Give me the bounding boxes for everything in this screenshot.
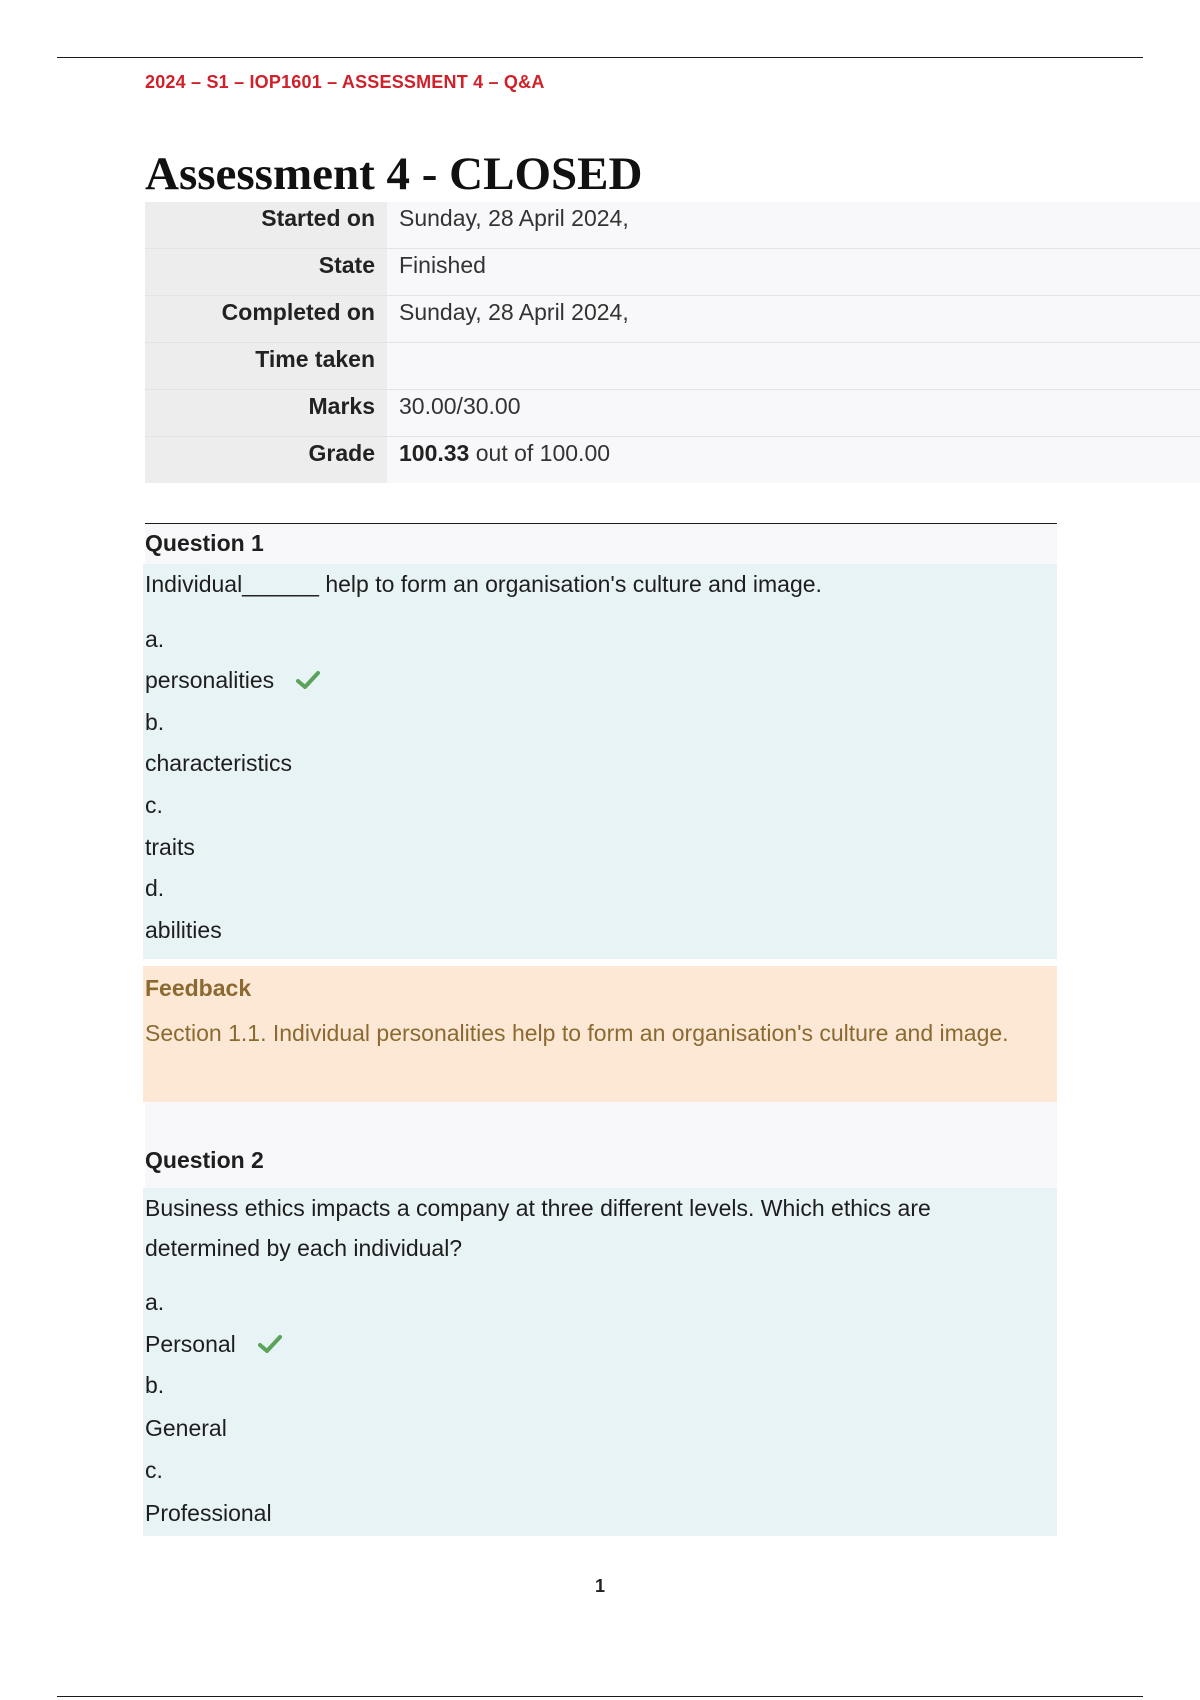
check-icon — [258, 1331, 282, 1361]
summary-label: Marks — [145, 390, 387, 436]
page-number: 1 — [594, 1576, 605, 1596]
option-letter: d. — [145, 875, 165, 901]
option-answer-text: General — [145, 1415, 227, 1441]
summary-value: 30.00/30.00 — [387, 390, 1200, 436]
option-answer-text: Professional — [145, 1500, 272, 1526]
question-1-body — [143, 564, 1057, 959]
option-answer-text: characteristics — [145, 750, 292, 776]
summary-label: Time taken — [145, 343, 387, 389]
question-text: Business ethics impacts a company at three different levels. Which ethics are determined by each individual? — [145, 1195, 931, 1261]
question-heading-text: Question 1 — [145, 530, 264, 556]
option-letter: b. — [145, 1372, 165, 1398]
option-answer — [145, 665, 320, 697]
summary-value — [387, 437, 1200, 483]
page-title: Assessment 4 - CLOSED — [145, 148, 643, 200]
option-letter: a. — [145, 1289, 165, 1315]
top-rule — [57, 57, 1143, 58]
summary-value — [387, 343, 1200, 389]
summary-label: Grade — [145, 437, 387, 483]
question-text: Individual______ help to form an organisation's culture and image. — [145, 571, 822, 597]
summary-row-time-taken — [145, 343, 1200, 390]
summary-label: Started on — [145, 202, 387, 248]
question-2-heading — [145, 1102, 1057, 1188]
option-answer-text: Personal — [145, 1331, 236, 1357]
question-heading-text: Question 2 — [145, 1147, 264, 1173]
summary-row-started-on — [145, 202, 1200, 249]
option-answer-text: traits — [145, 834, 195, 860]
feedback-title: Feedback — [145, 975, 252, 1001]
question-1-heading — [145, 524, 1057, 564]
feedback-text: Section 1.1. Individual personalities help to form an organisation's culture and image. — [145, 1020, 1009, 1046]
attempt-summary-table — [145, 202, 1200, 483]
summary-value: Sunday, 28 April 2024, — [387, 296, 1200, 342]
grade-score: 100.33 — [399, 440, 470, 466]
option-letter: a. — [145, 626, 165, 652]
option-letter: c. — [145, 1457, 163, 1483]
option-answer-text: personalities — [145, 667, 275, 693]
summary-value: Finished — [387, 249, 1200, 295]
document-header: 2024 – S1 – IOP1601 – ASSESSMENT 4 – Q&A — [145, 72, 545, 92]
check-icon — [296, 667, 320, 697]
option-answer — [145, 1329, 282, 1361]
summary-row-state — [145, 249, 1200, 296]
summary-row-completed-on — [145, 296, 1200, 343]
option-letter: c. — [145, 792, 163, 818]
option-answer-text: abilities — [145, 917, 222, 943]
grade-out-of: out of 100.00 — [469, 440, 611, 466]
summary-value: Sunday, 28 April 2024, — [387, 202, 1200, 248]
summary-label: Completed on — [145, 296, 387, 342]
question-1-feedback — [143, 966, 1057, 1102]
summary-label: State — [145, 249, 387, 295]
summary-row-marks — [145, 390, 1200, 437]
option-letter: b. — [145, 709, 165, 735]
question-2-body — [143, 1188, 1057, 1536]
summary-row-grade — [145, 437, 1200, 483]
bottom-rule — [57, 1696, 1143, 1697]
